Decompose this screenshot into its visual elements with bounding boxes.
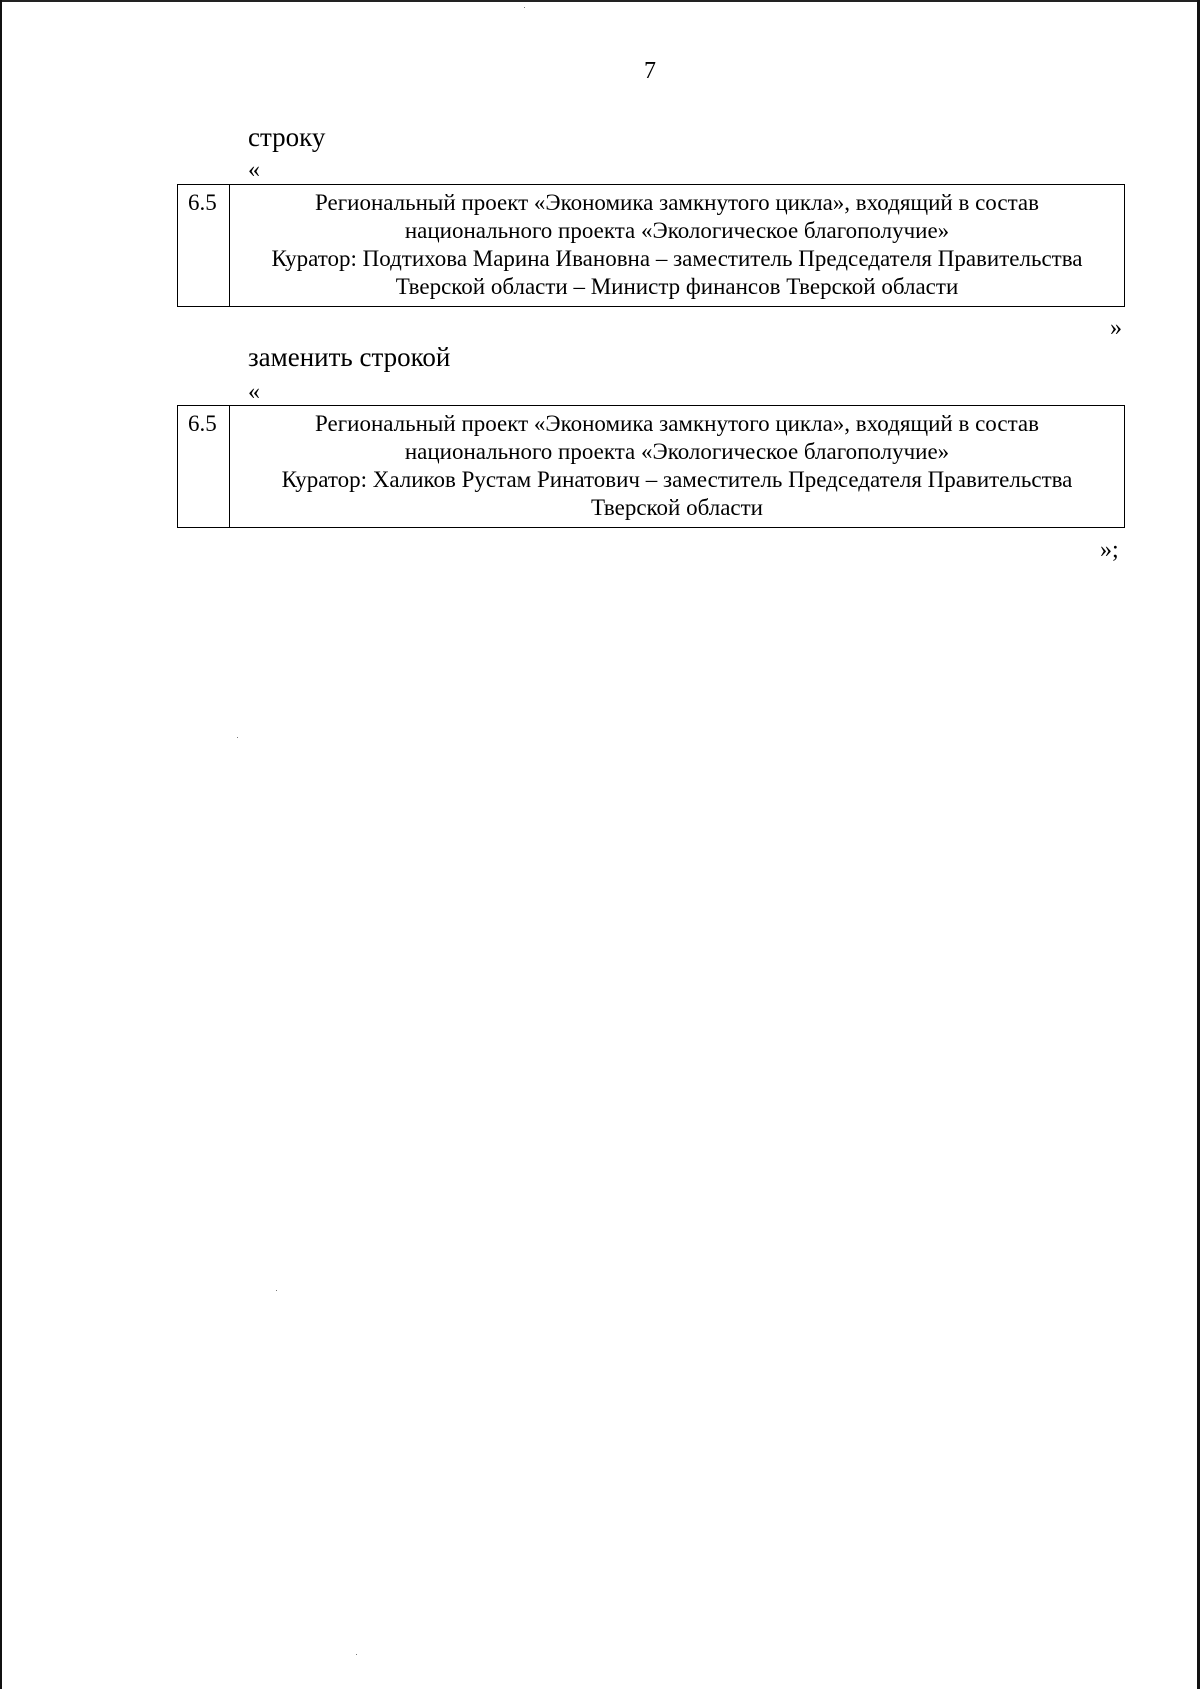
page-number: 7 <box>644 58 656 84</box>
scan-speck <box>237 737 238 738</box>
old-row-close-quote: » <box>1110 315 1122 341</box>
scan-speck <box>356 1654 357 1655</box>
old-row-open-quote: « <box>248 157 260 183</box>
new-row-description <box>230 406 1124 527</box>
old-row-line: Куратор: Подтихова Марина Ивановна – заместитель Председателя Правительства <box>271 246 1083 271</box>
scan-edge-top <box>0 0 1200 2</box>
old-row-description <box>230 185 1124 306</box>
scan-speck <box>276 1290 277 1291</box>
new-row-line: Тверской области <box>591 495 763 520</box>
old-row-table <box>177 184 1125 307</box>
old-row-intro: строку <box>248 122 326 152</box>
new-row-line: национального проекта «Экологическое благополучие» <box>404 439 950 464</box>
new-row-table <box>177 405 1125 528</box>
old-row-line: Региональный проект «Экономика замкнутого цикла», входящий в состав <box>315 190 1039 215</box>
scan-edge-left <box>0 0 2 1689</box>
old-row-line: национального проекта «Экологическое благополучие» <box>404 218 950 243</box>
new-row-close-quote: »; <box>1100 537 1119 563</box>
old-row-number: 6.5 <box>178 185 230 306</box>
scan-speck <box>524 7 525 8</box>
new-row-number: 6.5 <box>178 406 230 527</box>
new-row-line: Региональный проект «Экономика замкнутого цикла», входящий в состав <box>315 411 1039 436</box>
new-row-intro: заменить строкой <box>248 342 451 372</box>
old-row-line: Тверской области – Министр финансов Тверской области <box>395 274 959 299</box>
new-row-line: Куратор: Халиков Рустам Ринатович – заместитель Председателя Правительства <box>281 467 1073 492</box>
new-row-open-quote: « <box>248 379 260 405</box>
